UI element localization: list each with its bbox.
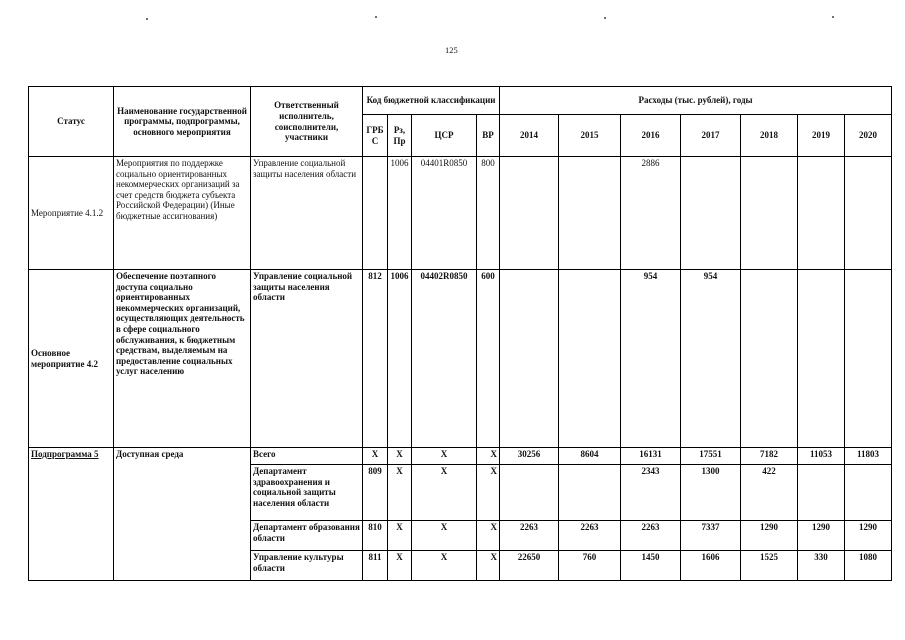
vr-cell: Х xyxy=(477,521,500,551)
value-2014 xyxy=(500,270,559,448)
value-2016: 16131 xyxy=(621,448,681,465)
header-expenses: Расходы (тыс. рублей), годы xyxy=(500,87,892,115)
value-2019 xyxy=(798,270,845,448)
value-2017: 1300 xyxy=(681,465,741,521)
value-2020 xyxy=(845,465,892,521)
value-2018: 1290 xyxy=(741,521,798,551)
rz-pr-cell: Х xyxy=(388,448,412,465)
csr-cell: Х xyxy=(412,521,477,551)
header-responsible: Ответственный исполнитель, соисполнители, участники xyxy=(251,87,363,157)
rz-pr-cell: Х xyxy=(388,521,412,551)
responsible-cell: Департамент образования области xyxy=(251,521,363,551)
value-2016: 2263 xyxy=(621,521,681,551)
subprogram-status-cell: Подпрограмма 5 xyxy=(29,448,114,581)
value-2016: 1450 xyxy=(621,551,681,581)
responsible-cell: Управление социальной защиты населения области xyxy=(251,270,363,448)
header-year-2016: 2016 xyxy=(621,115,681,157)
value-2017 xyxy=(681,157,741,270)
value-2019: 11053 xyxy=(798,448,845,465)
header-status: Статус xyxy=(29,87,114,157)
grbs-cell: 811 xyxy=(363,551,388,581)
header-year-2019: 2019 xyxy=(798,115,845,157)
value-2020: 1290 xyxy=(845,521,892,551)
value-2015 xyxy=(559,465,621,521)
grbs-cell: 809 xyxy=(363,465,388,521)
value-2016: 954 xyxy=(621,270,681,448)
value-2016: 2343 xyxy=(621,465,681,521)
vr-cell: Х xyxy=(477,551,500,581)
value-2017: 954 xyxy=(681,270,741,448)
value-2020: 1080 xyxy=(845,551,892,581)
header-year-2017: 2017 xyxy=(681,115,741,157)
grbs-cell: 812 xyxy=(363,270,388,448)
rz-pr-cell: 1006 xyxy=(388,157,412,270)
header-year-2018: 2018 xyxy=(741,115,798,157)
value-2014 xyxy=(500,157,559,270)
grbs-cell xyxy=(363,157,388,270)
header-grbs: ГРБС xyxy=(363,115,388,157)
responsible-cell: Управление социальной защиты населения области xyxy=(251,157,363,270)
value-2017: 7337 xyxy=(681,521,741,551)
header-year-2015: 2015 xyxy=(559,115,621,157)
header-csr: ЦСР xyxy=(412,115,477,157)
csr-cell: 04401R0850 xyxy=(412,157,477,270)
budget-table xyxy=(28,86,892,581)
vr-cell: Х xyxy=(477,448,500,465)
value-2019: 1290 xyxy=(798,521,845,551)
header-year-2014: 2014 xyxy=(500,115,559,157)
csr-cell: Х xyxy=(412,551,477,581)
rz-pr-cell: Х xyxy=(388,551,412,581)
value-2019 xyxy=(798,157,845,270)
value-2015: 760 xyxy=(559,551,621,581)
status-cell: Мероприятие 4.1.2 xyxy=(29,157,114,270)
responsible-cell: Департамент здравоохранения и социальной защиты населения области xyxy=(251,465,363,521)
scan-speck xyxy=(604,17,606,19)
vr-cell: Х xyxy=(477,465,500,521)
value-2018: 1525 xyxy=(741,551,798,581)
responsible-cell: Управление культуры области xyxy=(251,551,363,581)
value-2015: 2263 xyxy=(559,521,621,551)
csr-cell: 04402R0850 xyxy=(412,270,477,448)
status-cell: Основное мероприятие 4.2 xyxy=(29,270,114,448)
value-2014: 30256 xyxy=(500,448,559,465)
scan-speck xyxy=(146,18,148,20)
value-2015 xyxy=(559,270,621,448)
value-2017: 1606 xyxy=(681,551,741,581)
name-cell: Обеспечение поэтапного доступа социально ориентированных некоммерческих организаций, осуществляющих деятельность в сфере социального обслуживания, к бюджетным средствам, выделяемым на предоставление социальных услуг населению xyxy=(114,270,251,448)
value-2014: 22650 xyxy=(500,551,559,581)
name-cell: Мероприятия по поддержке социально ориентированных некоммерческих организаций за счет средств бюджета субъекта Российской Федерации) (Иные бюджетные ассигнования) xyxy=(114,157,251,270)
table-row xyxy=(29,157,892,270)
value-2019 xyxy=(798,465,845,521)
vr-cell: 800 xyxy=(477,157,500,270)
rz-pr-cell: Х xyxy=(388,465,412,521)
subprogram-name-cell: Доступная среда xyxy=(114,448,251,581)
value-2018 xyxy=(741,270,798,448)
value-2015 xyxy=(559,157,621,270)
value-2020 xyxy=(845,157,892,270)
value-2014: 2263 xyxy=(500,521,559,551)
value-2015: 8604 xyxy=(559,448,621,465)
value-2016: 2886 xyxy=(621,157,681,270)
scan-speck xyxy=(832,16,834,18)
page-number: 125 xyxy=(445,45,458,55)
header-budget-code: Код бюджетной классификации xyxy=(363,87,500,115)
header-name: Наименование государственной программы, подпрограммы, основного мероприятия xyxy=(114,87,251,157)
grbs-cell: Х xyxy=(363,448,388,465)
rz-pr-cell: 1006 xyxy=(388,270,412,448)
value-2020: 11803 xyxy=(845,448,892,465)
header-year-2020: 2020 xyxy=(845,115,892,157)
grbs-cell: 810 xyxy=(363,521,388,551)
value-2014 xyxy=(500,465,559,521)
value-2018 xyxy=(741,157,798,270)
header-vr: ВР xyxy=(477,115,500,157)
value-2018: 422 xyxy=(741,465,798,521)
csr-cell: Х xyxy=(412,448,477,465)
vr-cell: 600 xyxy=(477,270,500,448)
value-2019: 330 xyxy=(798,551,845,581)
scan-speck xyxy=(375,16,377,18)
header-rz-pr: Рз, Пр xyxy=(388,115,412,157)
table-row xyxy=(29,270,892,448)
table-row xyxy=(29,448,892,465)
csr-cell: Х xyxy=(412,465,477,521)
value-2017: 17551 xyxy=(681,448,741,465)
value-2018: 7182 xyxy=(741,448,798,465)
value-2020 xyxy=(845,270,892,448)
responsible-cell: Всего xyxy=(251,448,363,465)
